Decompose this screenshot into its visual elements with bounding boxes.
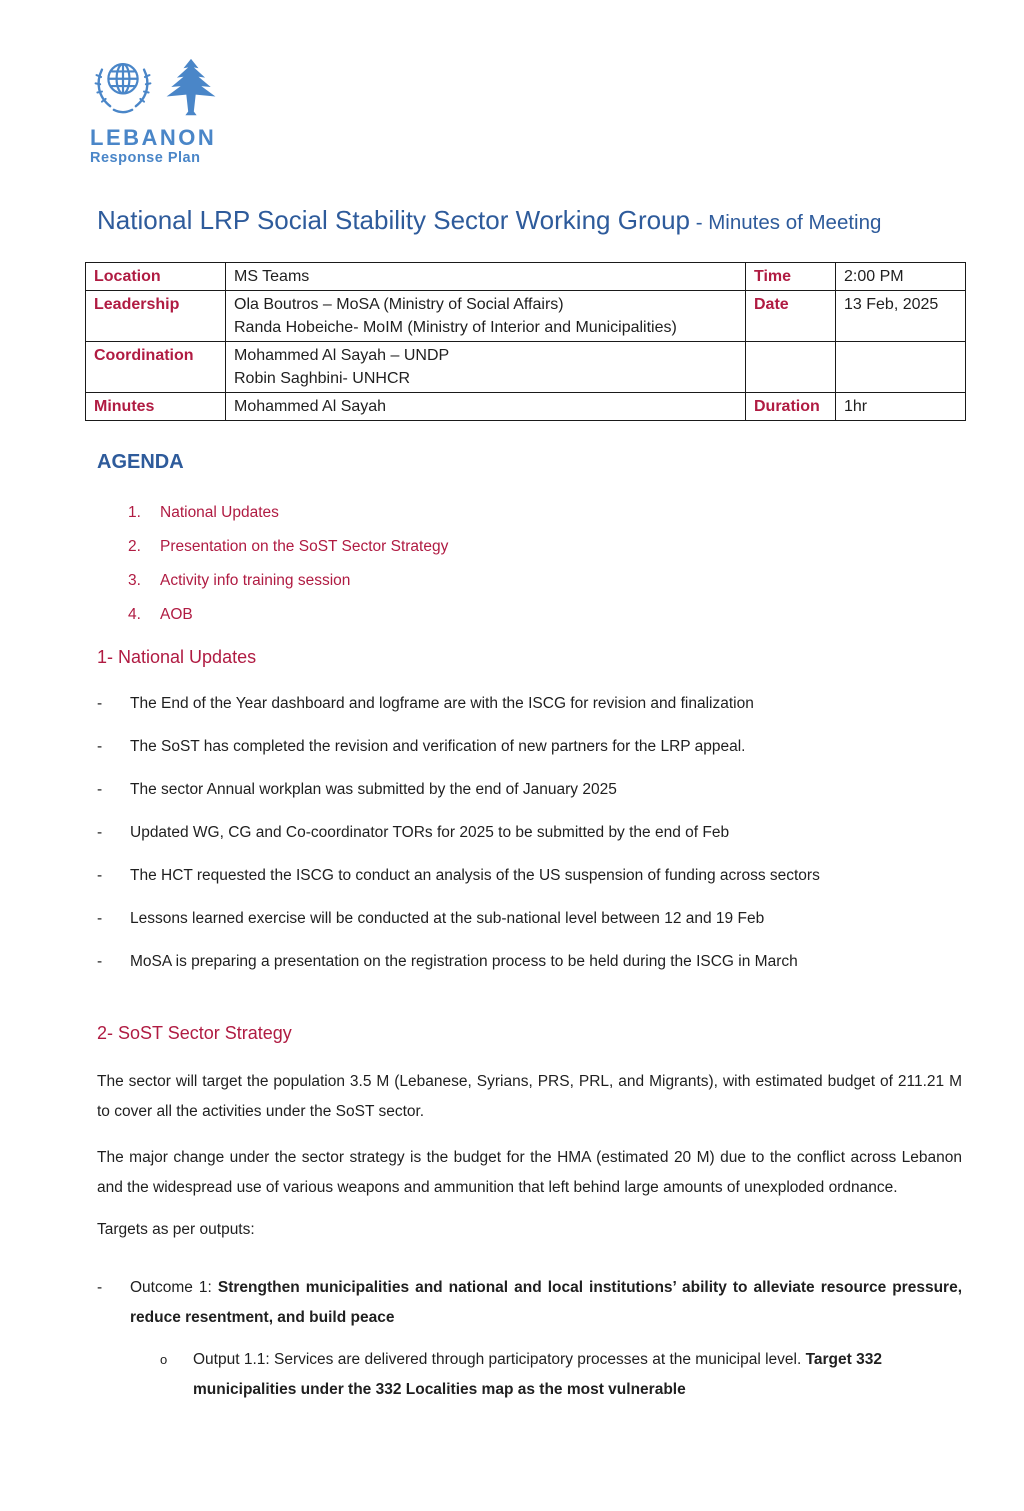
table-row — [86, 342, 966, 393]
bullet-text: MoSA is preparing a presentation on the registration process to be held during the ISCG in March — [130, 953, 798, 970]
meeting-info-table — [85, 262, 966, 421]
agenda-heading: AGENDA — [97, 451, 184, 473]
bullet-text: The HCT requested the ISCG to conduct an analysis of the US suspension of funding across sectors — [130, 867, 820, 884]
bullet-dash: - — [97, 824, 103, 841]
bullet-text: The SoST has completed the revision and verification of new partners for the LRP appeal. — [130, 738, 746, 755]
meta-cell-empty — [746, 342, 836, 393]
list-item — [97, 949, 962, 975]
list-item — [97, 734, 962, 760]
list-item — [97, 820, 962, 846]
paragraph-target-population: The sector will target the population 3.5 M (Lebanese, Syrians, PRS, PRL, and Migrants), with estimated budget of 211.21 M to cover all the activities under the SoST sector. — [97, 1073, 962, 1120]
targets-label: Targets as per outputs: — [97, 1221, 255, 1238]
table-row — [86, 291, 966, 342]
cedar-tree-icon — [162, 57, 220, 124]
document-page — [0, 60, 1024, 1511]
output-1-1-prefix: Output 1.1: Services are delivered through participatory processes at the municipal level. — [193, 1351, 806, 1368]
agenda-item — [128, 604, 1024, 625]
meta-label-coordination: Coordination — [86, 342, 226, 393]
meta-label-time: Time — [746, 263, 836, 291]
logo-icons — [90, 60, 240, 124]
table-row — [86, 393, 966, 421]
bullet-dash: - — [97, 910, 103, 927]
table-row — [86, 263, 966, 291]
agenda-item — [128, 502, 1024, 523]
agenda-item-number: 2. — [128, 538, 141, 555]
meta-cell-empty — [836, 342, 966, 393]
outcome-1-bold: Strengthen municipalities and national and local institutions’ ability to alleviate resource pressure, reduce resentment, and build peace — [130, 1279, 962, 1326]
bullet-dash: - — [97, 738, 103, 755]
agenda-item-number: 1. — [128, 504, 141, 521]
lrp-logo — [90, 60, 240, 167]
agenda-item-number: 3. — [128, 572, 141, 589]
meta-value-line: Mohammed Al Sayah — [234, 398, 387, 415]
paragraph-major-change: The major change under the sector strategy is the budget for the HMA (estimated 20 M) due to the conflict across Lebanon and the widespread use of various weapons and ammunition that left behind large amounts of unexploded ordnance. — [97, 1149, 962, 1196]
meta-value-line: Randa Hobeiche- MoIM (Ministry of Interior and Municipalities) — [234, 319, 677, 336]
meta-value-time: 2:00 PM — [836, 263, 966, 291]
bullet-dash: - — [97, 781, 103, 798]
bullet-dash: - — [97, 695, 103, 712]
agenda-item — [128, 536, 1024, 557]
page-title — [97, 203, 1024, 240]
meta-value-line: Robin Saghbini- UNHCR — [234, 370, 411, 387]
meta-value-location — [226, 263, 746, 291]
section-1-heading: 1- National Updates — [97, 647, 257, 667]
logo-subtitle-text: Response Plan — [90, 150, 201, 166]
agenda-item-label: National Updates — [160, 504, 279, 521]
bullet-dash: - — [97, 953, 103, 970]
bullet-text: Lessons learned exercise will be conducted at the sub-national level between 12 and 19 Feb — [130, 910, 765, 927]
logo-lebanon-text: LEBANON — [90, 125, 217, 150]
meta-value-line: Mohammed Al Sayah – UNDP — [234, 347, 450, 364]
un-emblem-icon — [90, 55, 156, 124]
meta-label-leadership: Leadership — [86, 291, 226, 342]
meta-label-location: Location — [86, 263, 226, 291]
meta-value-line: MS Teams — [234, 268, 310, 285]
list-item — [97, 863, 962, 889]
output-1-1-item — [160, 1345, 962, 1405]
bullet-dash: - — [97, 867, 103, 884]
section-2-heading: 2- SoST Sector Strategy — [97, 1023, 292, 1043]
output-1-1-text — [193, 1345, 962, 1405]
meta-label-minutes: Minutes — [86, 393, 226, 421]
meta-label-date: Date — [746, 291, 836, 342]
agenda-item-label: Activity info training session — [160, 572, 351, 589]
bullet-text: Updated WG, CG and Co-coordinator TORs for 2025 to be submitted by the end of Feb — [130, 824, 730, 841]
meta-value-duration: 1hr — [836, 393, 966, 421]
agenda-item-number: 4. — [128, 606, 141, 623]
agenda-list — [128, 502, 1024, 625]
title-main: National LRP Social Stability Sector Working Group — [97, 205, 690, 235]
list-item — [97, 691, 962, 717]
outcome-1-prefix: Outcome 1: — [130, 1279, 218, 1296]
output-1-1-bold: Target 332 municipalities under the 332 Localities map as the most vulnerable — [193, 1351, 882, 1398]
outcome-1-text — [130, 1273, 962, 1333]
list-item — [97, 906, 962, 932]
bullet-text: The sector Annual workplan was submitted by the end of January 2025 — [130, 781, 617, 798]
bullet-circle: o — [160, 1352, 168, 1367]
meta-value-date: 13 Feb, 2025 — [836, 291, 966, 342]
outcome-1-item — [97, 1273, 962, 1333]
agenda-item-label: Presentation on the SoST Sector Strategy — [160, 538, 449, 555]
meta-value-line: Ola Boutros – MoSA (Ministry of Social Affairs) — [234, 296, 564, 313]
title-suffix: - Minutes of Meeting — [690, 211, 882, 234]
meta-value-coordination — [226, 342, 746, 393]
agenda-item-label: AOB — [160, 606, 193, 623]
bullet-dash: - — [97, 1279, 103, 1296]
meta-value-leadership — [226, 291, 746, 342]
list-item — [97, 777, 962, 803]
meta-label-duration: Duration — [746, 393, 836, 421]
meta-value-minutes — [226, 393, 746, 421]
section-1-bullets — [0, 691, 1024, 975]
agenda-item — [128, 570, 1024, 591]
bullet-text: The End of the Year dashboard and logframe are with the ISCG for revision and finalization — [130, 695, 754, 712]
